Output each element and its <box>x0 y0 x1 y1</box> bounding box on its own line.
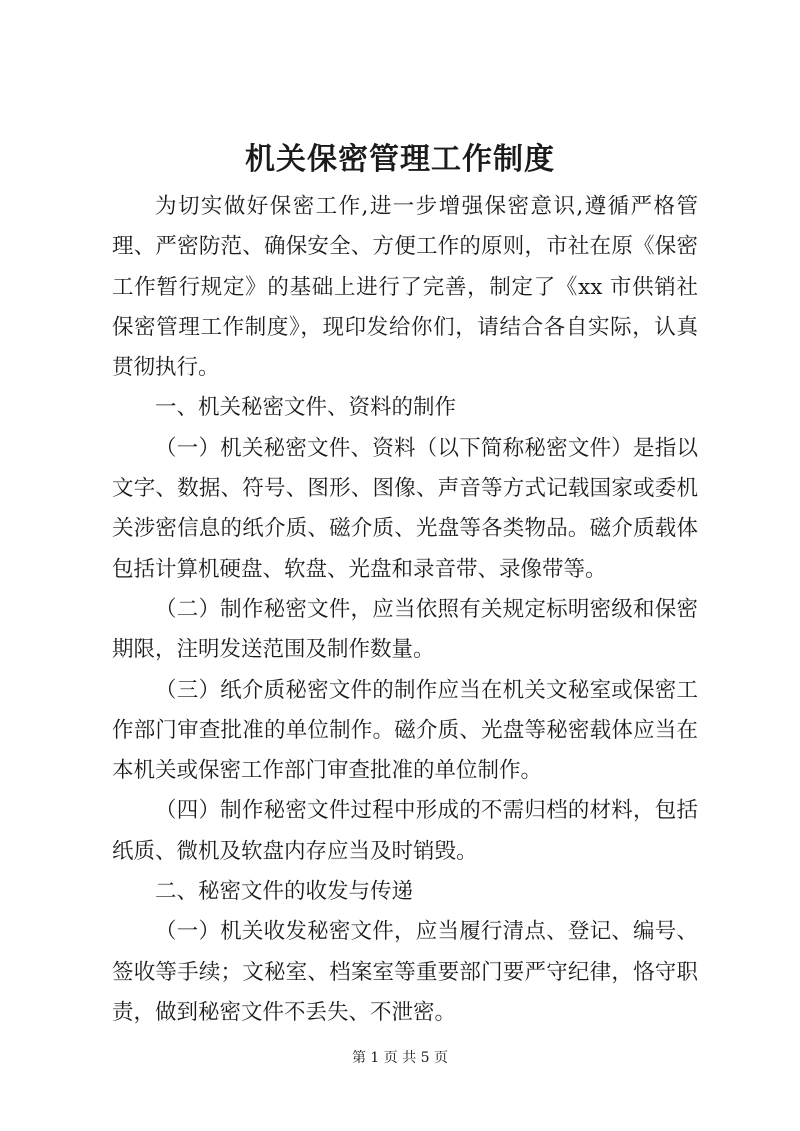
paragraph-1-4: （四）制作秘密文件过程中形成的不需归档的材料，包括纸质、微机及软盘内存应当及时销毁。 <box>112 798 698 864</box>
paragraph-1-2: （二）制作秘密文件，应当依照有关规定标明密级和保密期限，注明发送范围及制作数量。 <box>112 596 698 663</box>
document-title: 机关保密管理工作制度 <box>245 142 555 177</box>
document-body <box>112 187 698 1033</box>
paragraph-1-1: （一）机关秘密文件、资料（以下简称秘密文件）是指以文字、数据、符号、图形、图像、声音等方式记载国家或委机关涉密信息的纸介质、磁介质、光盘等各类物品。磁介质载体包括计算机硬盘、软盘、光盘和录音带、录像带等。 <box>112 435 698 582</box>
paragraph-1-3: （三）纸介质秘密文件的制作应当在机关文秘室或保密工作部门审查批准的单位制作。磁介质、光盘等秘密载体应当在本机关或保密工作部门审查批准的单位制作。 <box>112 677 698 784</box>
page-footer: 第 1 页 共 5 页 <box>351 1050 449 1066</box>
paragraph-intro: 为切实做好保密工作,进一步增强保密意识,遵循严格管理、严密防范、确保安全、方便工作的原则，市社在原《保密工作暂行规定》的基础上进行了完善，制定了《xx 市供销社保密管理工作制度》，现印发给你们，请结合各自实际，认真贯彻执行。 <box>112 194 698 381</box>
section-heading-1: 一、机关秘密文件、资料的制作 <box>155 395 457 421</box>
section-heading-2: 二、秘密文件的收发与传递 <box>155 879 414 905</box>
paragraph-2-1: （一）机关收发秘密文件，应当履行清点、登记、编号、签收等手续；文秘室、档案室等重要部门要严守纪律，恪守职责，做到秘密文件不丢失、不泄密。 <box>112 919 698 1025</box>
